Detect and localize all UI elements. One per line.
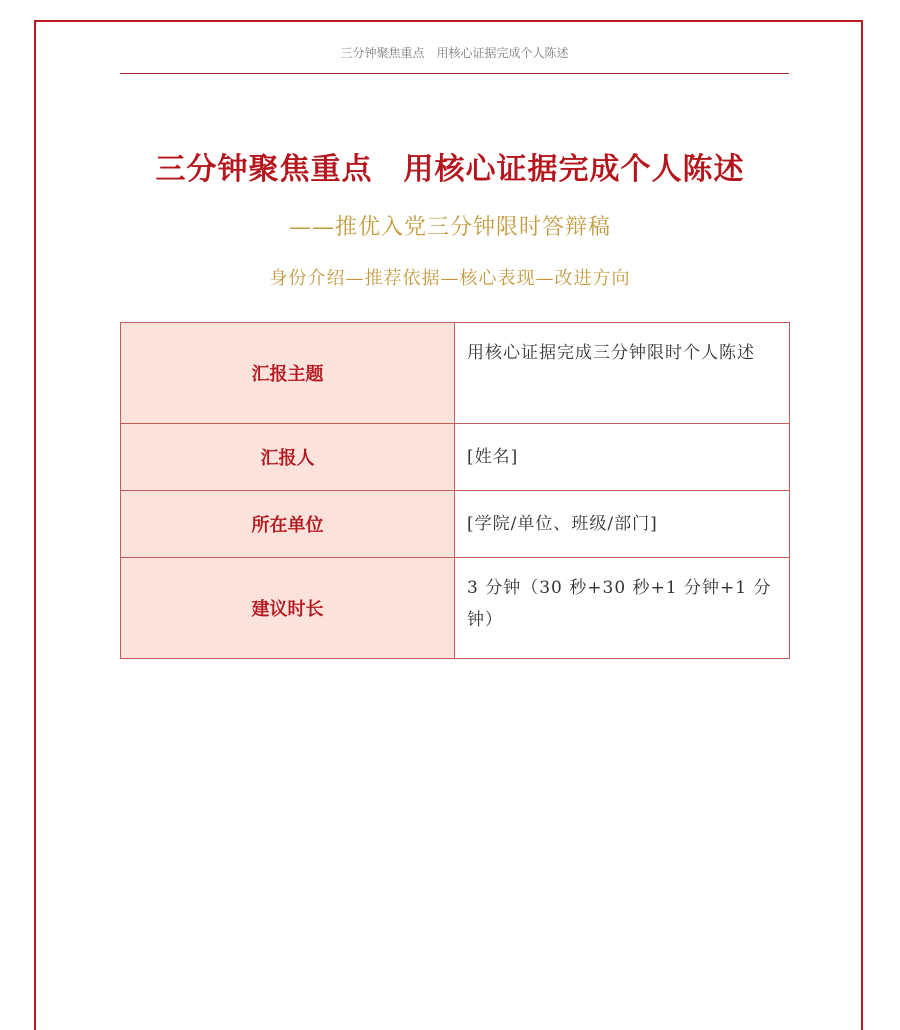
- row-value-duration: 3 分钟（30 秒+30 秒+1 分钟+1 分钟）: [455, 558, 790, 659]
- info-table: [120, 322, 790, 659]
- table-row: [121, 558, 790, 659]
- header-rule: [120, 73, 789, 74]
- row-value-unit: [学院/单位、班级/部门]: [455, 491, 790, 558]
- row-label-topic: 汇报主题: [121, 323, 455, 424]
- row-label-unit: 所在单位: [121, 491, 455, 558]
- table-row: [121, 323, 790, 424]
- page-title: 三分钟聚焦重点 用核心证据完成个人陈述: [155, 152, 745, 187]
- row-label-presenter: 汇报人: [121, 424, 455, 491]
- row-label-duration: 建议时长: [121, 558, 455, 659]
- row-value-topic: 用核心证据完成三分钟限时个人陈述: [455, 323, 790, 424]
- row-value-presenter: [姓名]: [455, 424, 790, 491]
- outline-line: 身份介绍—推荐依据—核心表现—改进方向: [269, 268, 631, 289]
- running-header: 三分钟聚焦重点 用核心证据完成个人陈述: [340, 46, 569, 60]
- table-row: [121, 424, 790, 491]
- page-subtitle: ——推优入党三分钟限时答辩稿: [288, 215, 611, 240]
- table-row: [121, 491, 790, 558]
